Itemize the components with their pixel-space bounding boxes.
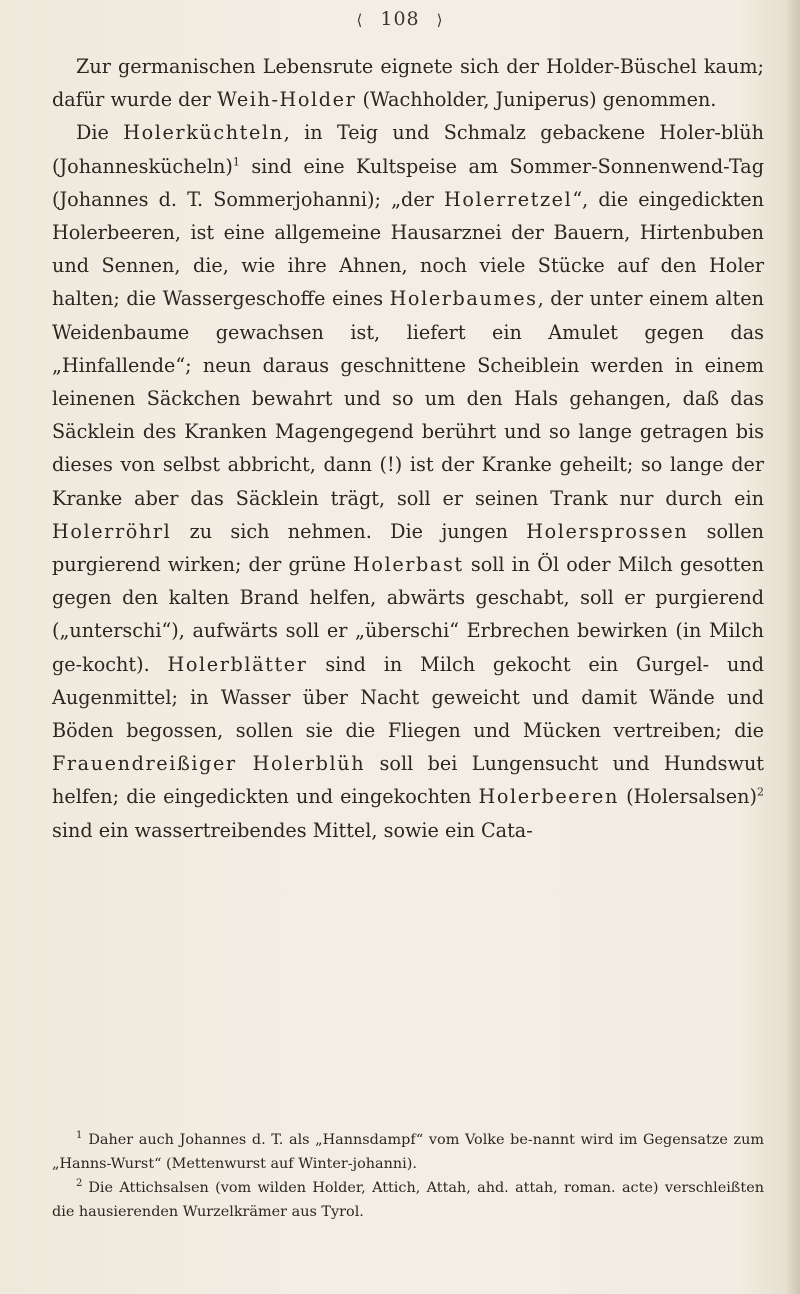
main-text — [52, 50, 764, 847]
text-run: sollen purgierend wirken; der grüne — [52, 519, 764, 577]
emphasized-term: Holerretzel — [443, 187, 573, 211]
emphasized-term: Weih-Holder — [217, 88, 357, 112]
footnote-1 — [52, 1128, 764, 1176]
footnote-text: Daher auch Johannes d. T. als „Hannsdampf“ vom Volke be-nannt wird im Gegensatze zum „Hanns-Wurst“ (Mettenwurst auf Winter-johanni). — [52, 1132, 764, 1172]
page-number: 108 — [380, 8, 420, 30]
text-run: (Wachholder, Juniperus) genommen. — [356, 88, 717, 112]
emphasized-term: Holerküchteln — [123, 121, 284, 145]
text-run: Die — [76, 121, 124, 145]
page-edge-shadow — [786, 0, 800, 1294]
emphasized-term: Holerröhrl — [52, 519, 172, 543]
text-run: soll bei Lungensucht und Hundswut helfen; die eingedickten und eingekochten — [52, 752, 765, 809]
text-run: zu sich nehmen. Die jungen — [171, 519, 527, 543]
emphasized-term: Holerblätter — [167, 652, 308, 676]
text-run: sind in Milch gekocht ein Gurgel- und Augenmittel; in Wasser über Nacht geweicht und damit Wände und Böden begossen, sollen sie die Fliegen und Mücken vertreiben; die — [52, 652, 764, 743]
footnote-mark: 1 — [76, 1130, 83, 1142]
footnote-text: Die Attichsalsen (vom wilden Holder, Attich, Attah, ahd. attah, roman. acte) verschleißten die hausierenden Wurzelkrämer aus Tyrol. — [52, 1180, 764, 1220]
footnote-reference: 2 — [756, 786, 764, 800]
text-run: (Holersalsen) — [618, 785, 757, 809]
emphasized-term: Holerbeeren — [478, 785, 619, 809]
ornament-left-icon: ⟨ — [356, 11, 364, 29]
text-run: , in Teig und Schmalz gebackene Holer-blüh (Johanneskücheln) — [52, 121, 764, 178]
text-run: , der unter einem alten Weidenbaume gewachsen ist, liefert ein Amulet gegen das „Hinfallende“; neun daraus geschnittene Scheiblein werden in einem leinenen Säckchen bewahrt und so um den Hals gehangen, daß das Säcklein des Kranken Magengegend berührt und so lange getragen bis dieses von selbst abbricht, dann (!) ist der Kranke geheilt; so lange der Kranke aber das Säcklein trägt, soll er seinen Trank nur durch ein — [52, 287, 764, 510]
footnotes — [52, 1128, 764, 1224]
footnote-mark: 2 — [76, 1178, 83, 1190]
text-run: soll in Öl oder Milch gesotten gegen den kalten Brand helfen, abwärts geschabt, soll er purgierend („unterschi“), aufwärts soll er „überschi“ Erbrechen bewirken (in Milch ge-kocht). — [52, 553, 765, 676]
footnote-2 — [52, 1176, 764, 1224]
paragraph-1 — [52, 50, 764, 116]
footnote-reference: 1 — [232, 155, 240, 169]
text-run: Zur germanischen Lebensrute eignete sich der Holder-Büschel kaum; dafür wurde der — [52, 55, 764, 112]
emphasized-term: Holerbaumes — [389, 287, 538, 311]
text-run: “, die eingedickten Holerbeeren, ist eine allgemeine Hausarznei der Bauern, Hirtenbuben und Sennen, die, wie ihre Ahnen, noch viele Stücke auf den Holer halten; die Wassergeschoffe eines — [52, 187, 765, 311]
paragraph-2 — [52, 116, 764, 846]
emphasized-term: Holersprossen — [526, 519, 689, 543]
text-run: sind ein wassertreibendes Mittel, sowie ein Cata- — [52, 818, 533, 842]
page-header — [0, 8, 800, 30]
ornament-right-icon: ⟩ — [436, 11, 444, 29]
emphasized-term: Frauendreißiger Holerblüh — [52, 752, 366, 776]
emphasized-term: Holerbast — [353, 553, 464, 577]
text-run: sind eine Kultspeise am Sommer-Sonnenwend-Tag (Johannes d. T. Sommerjohanni); „der — [52, 154, 764, 211]
